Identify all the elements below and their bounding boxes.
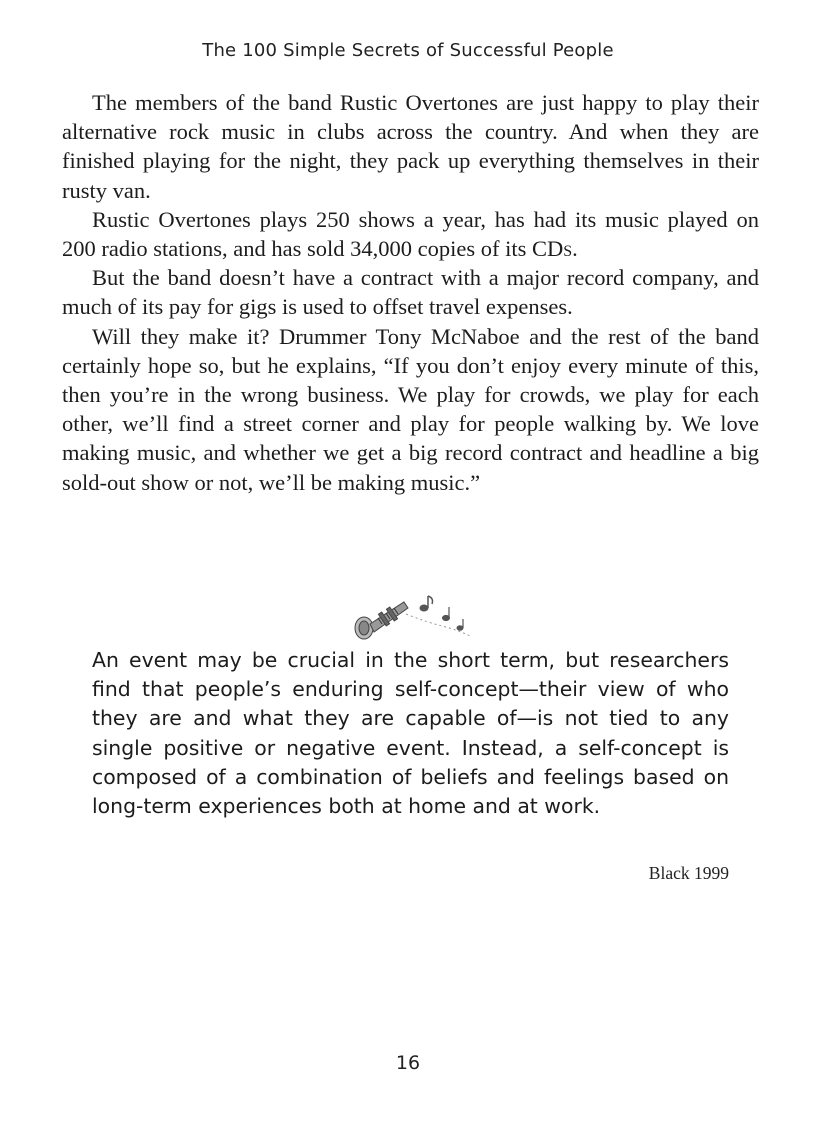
running-head: The 100 Simple Secrets of Successful People [202, 40, 614, 61]
research-note [92, 646, 729, 821]
paragraph: The members of the band Rustic Overtones are just happy to play their alternative rock music in clubs across the country. And when they are finished playing for the night, they pack up everything themselves in their rusty van. [62, 90, 759, 203]
paragraph: But the band doesn’t have a contract with a major record company, and much of its pay for gigs is used to offset travel expenses. [62, 265, 759, 320]
research-text: An event may be crucial in the short term, but researchers find that people’s enduring self-concept—their view of who they are and what they are capable of—is not tied to any single positive or negative event. Instead, a self-concept is composed of a combination of beliefs and feelings based on long-term experiences both at home and at work. [92, 648, 729, 819]
paragraph-text: Rustic Overtones plays 250 shows a year, has had its music played on 200 radio stations, and has sold 34,000 copies of its [62, 206, 759, 262]
paragraph: Will they make it? Drummer Tony McNaboe and the rest of the band certainly hope so, but he explains, “If you don’t enjoy every minute of this, then you’re in the wrong business. We play for crowds, we play for each other, we’ll find a street corner and play for people walking by. We love making music, and whether we get a big record contract and headline a big sold-out show or not, we’ll be making music.” [62, 323, 759, 495]
cds-abbreviation: CDs [531, 236, 573, 262]
paragraph [62, 205, 759, 263]
trumpet-and-notes-icon [346, 592, 476, 644]
sentence-end: . [572, 236, 578, 262]
page-number: 16 [395, 1052, 421, 1074]
citation: Black 1999 [648, 863, 729, 883]
body-text [62, 88, 759, 497]
